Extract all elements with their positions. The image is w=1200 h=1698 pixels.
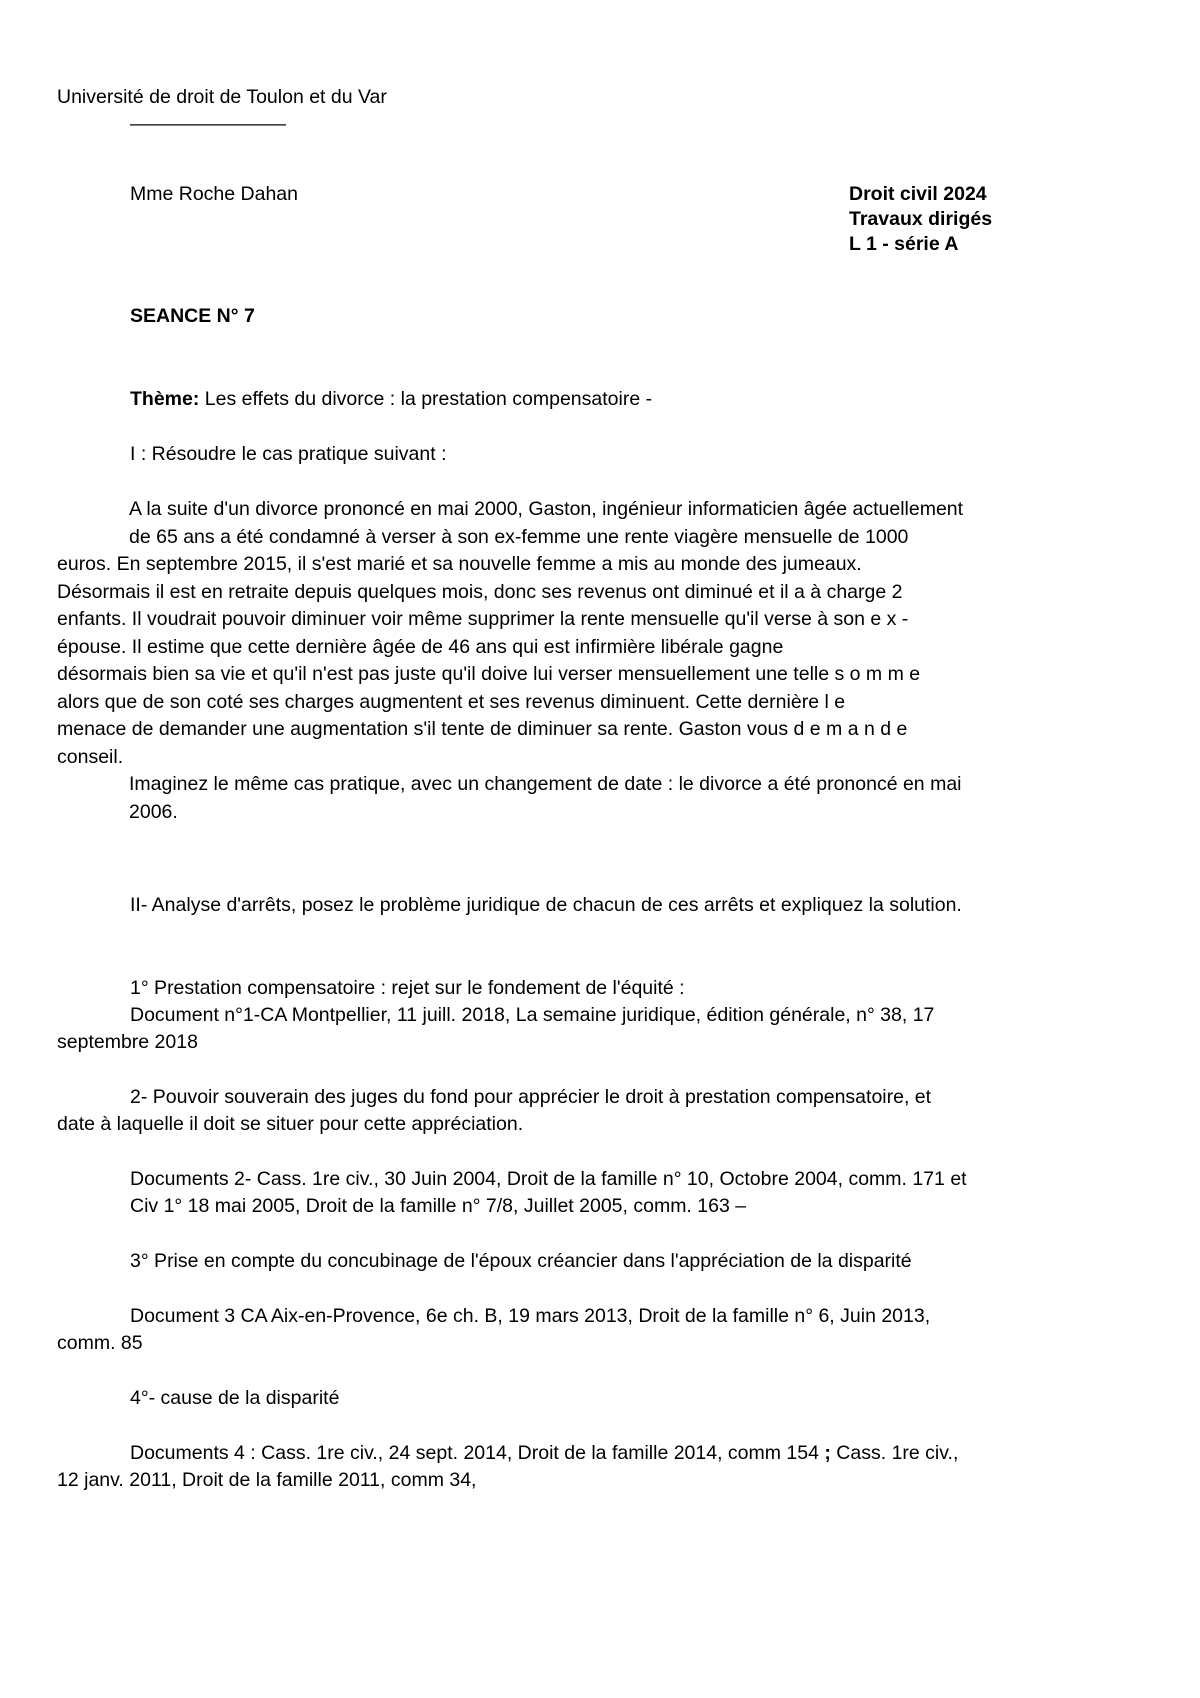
case-line: enfants. Il voudrait pouvoir diminuer voir même supprimer la rente mensuelle qu'il verse à son e x - (57, 608, 909, 630)
item4-doc-separator: ; (824, 1442, 831, 1464)
case-variant-line: 2006. (129, 800, 178, 823)
course-subtitle: Travaux dirigés (849, 208, 993, 230)
header-separator: ———————— (130, 113, 286, 135)
part2-heading: II- Analyse d'arrêts, posez le problème juridique de chacun de ces arrêts et expliquez la solution. (130, 894, 962, 916)
case-variant-line: Imaginez le même cas pratique, avec un changement de date : le divorce a été prononcé en mai (129, 773, 962, 795)
item2-title: 2- Pouvoir souverain des juges du fond pour apprécier le droit à prestation compensatoire, et (130, 1086, 932, 1108)
item1-title: 1° Prestation compensatoire : rejet sur le fondement de l'équité : (130, 977, 685, 999)
item2-documents-cont: Civ 1° 18 mai 2005, Droit de la famille n° 7/8, Juillet 2005, comm. 163 – (130, 1195, 747, 1217)
case-line: conseil. (57, 745, 124, 768)
item1-document-cont: septembre 2018 (57, 1031, 198, 1053)
item4-documents (130, 1440, 958, 1468)
case-line: menace de demander une augmentation s'il tente de diminuer sa rente. Gaston vous d e m a n d e (57, 718, 908, 740)
case-line: de 65 ans a été condamné à verser à son ex-femme une rente viagère mensuelle de 1000 (129, 525, 909, 548)
course-title: Droit civil 2024 (849, 183, 987, 205)
item1-document: Document n°1-CA Montpellier, 11 juill. 2018, La semaine juridique, édition générale, n° 38, 17 (130, 1004, 935, 1026)
item3-document-cont: comm. 85 (57, 1332, 143, 1354)
item2-documents: Documents 2- Cass. 1re civ., 30 Juin 2004, Droit de la famille n° 10, Octobre 2004, comm. 171 et (130, 1168, 967, 1190)
item4-doc-part1: Documents 4 : Cass. 1re civ., 24 sept. 2014, Droit de la famille 2014, comm 154 (130, 1442, 825, 1464)
item2-title-cont: date à laquelle il doit se situer pour cette appréciation. (57, 1113, 524, 1135)
case-line: A la suite d'un divorce prononcé en mai 2000, Gaston, ingénieur informaticien âgée actuellement (129, 498, 964, 520)
case-line: épouse. Il estime que cette dernière âgée de 46 ans qui est infirmière libérale gagne (57, 635, 784, 658)
part1-heading: I : Résoudre le cas pratique suivant : (130, 443, 447, 465)
item4-title: 4°- cause de la disparité (130, 1387, 340, 1409)
case-line: euros. En septembre 2015, il s'est marié et sa nouvelle femme a mis au monde des jumeaux. (57, 553, 862, 575)
university-name: Université de droit de Toulon et du Var (57, 86, 387, 108)
item3-document: Document 3 CA Aix-en-Provence, 6e ch. B, 19 mars 2013, Droit de la famille n° 6, Juin 2013, (130, 1305, 931, 1327)
case-line: alors que de son coté ses charges augmentent et ses revenus diminuent. Cette dernière l e (57, 690, 846, 713)
item4-documents-cont: 12 janv. 2011, Droit de la famille 2011, comm 34, (57, 1469, 477, 1491)
theme-text: Les effets du divorce : la prestation compensatoire - (199, 388, 653, 410)
theme-label: Thème: (130, 388, 200, 410)
course-group: L 1 - série A (849, 233, 959, 255)
item3-title: 3° Prise en compte du concubinage de l'époux créancier dans l'appréciation de la disparité (130, 1250, 912, 1272)
session-title: SEANCE N° 7 (130, 305, 255, 327)
case-line: désormais bien sa vie et qu'il n'est pas juste qu'il doive lui verser mensuellement une telle s o m m e (57, 663, 921, 685)
case-paragraph (57, 496, 1092, 826)
teacher-name: Mme Roche Dahan (130, 183, 298, 205)
item4-doc-part2: Cass. 1re civ., (830, 1442, 959, 1464)
theme-line (130, 386, 652, 414)
case-line: Désormais il est en retraite depuis quelques mois, donc ses revenus ont diminué et il a à charge 2 (57, 580, 903, 603)
